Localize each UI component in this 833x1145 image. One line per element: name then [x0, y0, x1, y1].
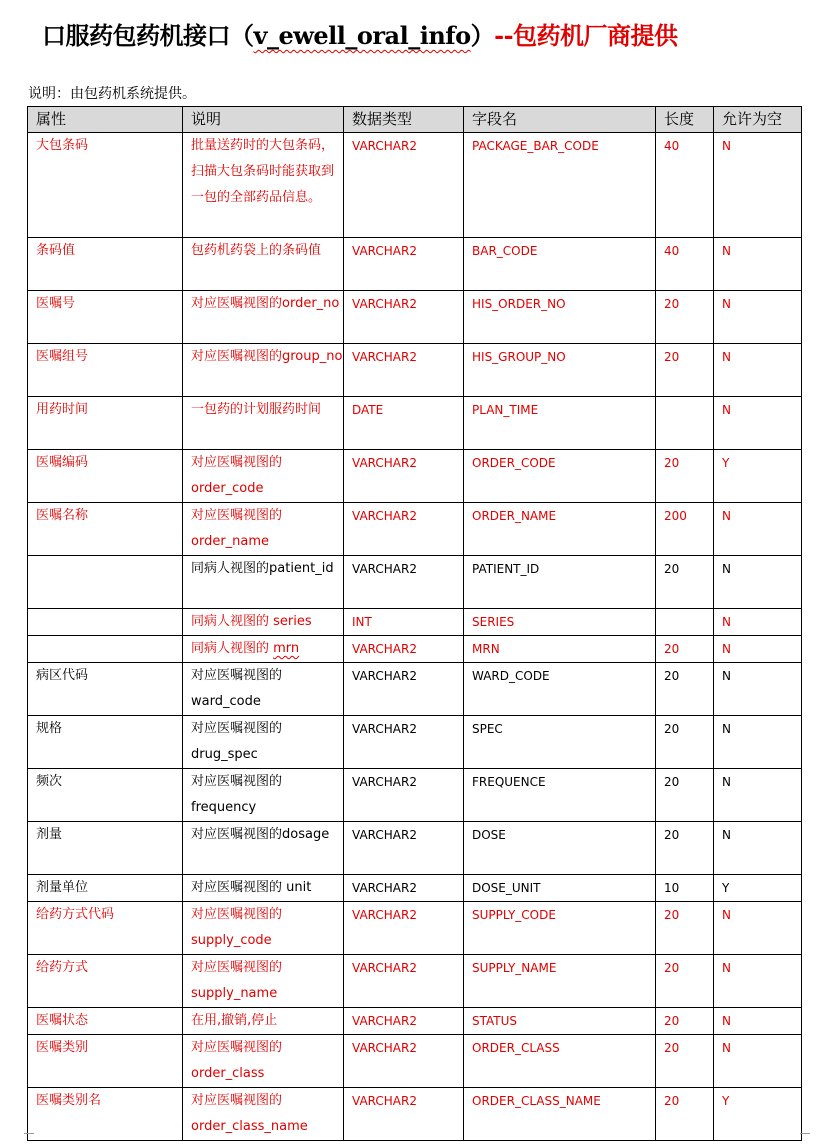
cell-type-text: VARCHAR2 — [352, 828, 417, 842]
cell-field-text: ORDER_CLASS — [472, 1041, 560, 1055]
cell-length-text: 20 — [664, 562, 680, 576]
cell-attr — [28, 875, 183, 902]
cell-type — [344, 397, 464, 450]
cell-desc — [183, 344, 344, 397]
cell-desc-text: 对应医嘱视图的dosage — [191, 827, 330, 842]
cell-desc — [183, 955, 344, 1008]
header-length: 长度 — [656, 107, 714, 133]
cell-type-text: VARCHAR2 — [352, 1041, 417, 1055]
cell-length-text: 40 — [664, 139, 680, 153]
cell-attr-text: 医嘱号 — [36, 296, 76, 311]
cell-type-text: VARCHAR2 — [352, 350, 417, 364]
cell-desc — [183, 609, 344, 636]
cell-nullable-text: N — [722, 509, 731, 523]
table-row — [28, 902, 802, 955]
cell-type-text: VARCHAR2 — [352, 775, 417, 789]
cell-length — [656, 344, 714, 397]
cell-type — [344, 636, 464, 663]
cell-attr — [28, 291, 183, 344]
cell-length-text: 20 — [664, 1014, 680, 1028]
cell-type-text: VARCHAR2 — [352, 1094, 417, 1108]
cell-nullable — [714, 503, 802, 556]
cell-field — [464, 1008, 656, 1035]
cell-attr — [28, 1008, 183, 1035]
cell-length-text: 20 — [664, 1094, 680, 1108]
cell-desc-text: 同病人视图的patient_id — [191, 561, 334, 576]
cell-attr-text: 大包条码 — [36, 138, 89, 153]
cell-field-text: BAR_CODE — [472, 244, 538, 258]
field-table — [27, 106, 802, 1141]
table-row — [28, 556, 802, 609]
cell-type — [344, 875, 464, 902]
cell-nullable-text: N — [722, 775, 731, 789]
cell-field-text: HIS_GROUP_NO — [472, 350, 566, 364]
cell-desc — [183, 397, 344, 450]
cell-length-text: 40 — [664, 244, 680, 258]
cell-attr — [28, 716, 183, 769]
cell-type — [344, 238, 464, 291]
cell-type-text: VARCHAR2 — [352, 1014, 417, 1028]
cell-attr — [28, 663, 183, 716]
cell-field-text: STATUS — [472, 1014, 518, 1028]
cell-desc — [183, 1035, 344, 1088]
cell-desc-text: 对应医嘱视图的supply_name — [191, 960, 283, 1001]
cell-desc — [183, 902, 344, 955]
cell-attr — [28, 609, 183, 636]
table-row — [28, 609, 802, 636]
cell-field — [464, 1088, 656, 1141]
cell-attr — [28, 397, 183, 450]
cell-length-text: 20 — [664, 722, 680, 736]
cell-type-text: VARCHAR2 — [352, 642, 417, 656]
cell-nullable — [714, 133, 802, 238]
cell-nullable — [714, 636, 802, 663]
cell-nullable-text: N — [722, 642, 731, 656]
cell-length-text: 20 — [664, 828, 680, 842]
cell-type — [344, 450, 464, 503]
cell-type — [344, 769, 464, 822]
cell-attr — [28, 822, 183, 875]
cell-length — [656, 1088, 714, 1141]
cell-nullable-text: N — [722, 1041, 731, 1055]
cell-type — [344, 291, 464, 344]
cell-attr — [28, 1088, 183, 1141]
cell-desc-text: 同病人视图的 series — [191, 614, 312, 629]
cell-nullable-text: Y — [722, 881, 730, 895]
cell-attr-text: 医嘱类别 — [36, 1040, 89, 1055]
cell-type-text: VARCHAR2 — [352, 244, 417, 258]
cell-attr — [28, 503, 183, 556]
cell-attr-text: 条码值 — [36, 243, 76, 258]
cell-desc-text: 对应医嘱视图的order_name — [191, 508, 283, 549]
cell-desc — [183, 822, 344, 875]
table-row — [28, 133, 802, 238]
cell-attr-text: 医嘱状态 — [36, 1013, 89, 1028]
cell-type — [344, 503, 464, 556]
table-row — [28, 1035, 802, 1088]
cell-length — [656, 503, 714, 556]
cell-type — [344, 716, 464, 769]
cell-field — [464, 503, 656, 556]
cell-field — [464, 955, 656, 1008]
cell-length — [656, 609, 714, 636]
cell-length-text: 20 — [664, 297, 680, 311]
cell-nullable-text: N — [722, 297, 731, 311]
cell-nullable — [714, 769, 802, 822]
cell-type — [344, 609, 464, 636]
cell-nullable-text: N — [722, 139, 731, 153]
cell-nullable — [714, 397, 802, 450]
cell-nullable-text: N — [722, 908, 731, 922]
cell-desc-text: 对应医嘱视图的order_code — [191, 455, 283, 496]
cell-nullable-text: N — [722, 722, 731, 736]
cell-length — [656, 450, 714, 503]
cell-attr-text: 规格 — [36, 721, 63, 736]
table-row — [28, 450, 802, 503]
cell-attr-text: 医嘱组号 — [36, 349, 89, 364]
cell-length-text: 20 — [664, 1041, 680, 1055]
cell-desc-text: 对应医嘱视图的 unit — [191, 880, 312, 895]
cell-desc — [183, 450, 344, 503]
cell-desc-text: 对应医嘱视图的supply_code — [191, 907, 283, 948]
page-corner-mark-left — [24, 1133, 34, 1144]
cell-field — [464, 1035, 656, 1088]
cell-type — [344, 902, 464, 955]
cell-attr-text: 病区代码 — [36, 668, 89, 683]
cell-nullable — [714, 875, 802, 902]
cell-field-text: SUPPLY_CODE — [472, 908, 556, 922]
cell-attr — [28, 902, 183, 955]
cell-attr-text: 医嘱名称 — [36, 508, 89, 523]
cell-length — [656, 716, 714, 769]
cell-type-text: VARCHAR2 — [352, 456, 417, 470]
cell-length-text: 20 — [664, 775, 680, 789]
cell-desc-text: 一包药的计划服药时间 — [191, 402, 322, 417]
cell-nullable-text: N — [722, 615, 731, 629]
cell-desc — [183, 238, 344, 291]
cell-field-text: SUPPLY_NAME — [472, 961, 557, 975]
cell-attr — [28, 133, 183, 238]
cell-desc-text: 对应医嘱视图的frequency — [191, 774, 283, 815]
cell-field — [464, 875, 656, 902]
cell-nullable — [714, 1008, 802, 1035]
cell-nullable — [714, 663, 802, 716]
cell-type — [344, 663, 464, 716]
cell-type-text: INT — [352, 615, 372, 629]
cell-attr — [28, 1035, 183, 1088]
cell-type-text: VARCHAR2 — [352, 722, 417, 736]
page-title — [42, 16, 678, 51]
cell-length — [656, 955, 714, 1008]
cell-nullable-text: N — [722, 403, 731, 417]
title-vendor-note: --包药机厂商提供 — [494, 21, 678, 50]
cell-nullable — [714, 238, 802, 291]
cell-field — [464, 556, 656, 609]
cell-type-text: VARCHAR2 — [352, 961, 417, 975]
cell-type — [344, 1088, 464, 1141]
cell-type-text: VARCHAR2 — [352, 908, 417, 922]
cell-nullable — [714, 1035, 802, 1088]
title-view-name: v_ewell_oral_info — [253, 21, 471, 50]
cell-field-text: DOSE_UNIT — [472, 881, 541, 895]
cell-nullable-text: N — [722, 828, 731, 842]
cell-nullable — [714, 1088, 802, 1141]
cell-type-text: DATE — [352, 403, 384, 417]
cell-field — [464, 716, 656, 769]
cell-attr — [28, 636, 183, 663]
cell-type-text: VARCHAR2 — [352, 881, 417, 895]
cell-field-text: DOSE — [472, 828, 506, 842]
cell-length — [656, 133, 714, 238]
table-row — [28, 769, 802, 822]
header-desc: 说明 — [183, 107, 344, 133]
cell-desc — [183, 716, 344, 769]
cell-length — [656, 822, 714, 875]
title-suffix: ） — [470, 21, 495, 50]
cell-desc — [183, 769, 344, 822]
cell-type — [344, 1008, 464, 1035]
cell-type-text: VARCHAR2 — [352, 669, 417, 683]
cell-type-text: VARCHAR2 — [352, 297, 417, 311]
cell-type — [344, 955, 464, 1008]
cell-desc-text: 对应医嘱视图的drug_spec — [191, 721, 283, 762]
cell-nullable-text: Y — [722, 456, 730, 470]
cell-field-text: MRN — [472, 642, 500, 656]
cell-length — [656, 636, 714, 663]
cell-attr — [28, 344, 183, 397]
cell-nullable — [714, 902, 802, 955]
cell-type-text: VARCHAR2 — [352, 509, 417, 523]
cell-length — [656, 769, 714, 822]
cell-type — [344, 822, 464, 875]
cell-field — [464, 133, 656, 238]
cell-desc — [183, 291, 344, 344]
cell-length — [656, 397, 714, 450]
table-row — [28, 822, 802, 875]
cell-desc-text: 同病人视图的 mrn — [191, 641, 300, 656]
table-row — [28, 344, 802, 397]
cell-field-text: PACKAGE_BAR_CODE — [472, 139, 599, 153]
cell-nullable — [714, 822, 802, 875]
cell-attr — [28, 238, 183, 291]
cell-field — [464, 609, 656, 636]
cell-type — [344, 1035, 464, 1088]
cell-desc-text: 对应医嘱视图的order_no — [191, 296, 340, 311]
cell-attr-text: 医嘱编码 — [36, 455, 89, 470]
cell-nullable-text: N — [722, 350, 731, 364]
cell-attr — [28, 955, 183, 1008]
header-nullable: 允许为空 — [714, 107, 802, 133]
description: 说明：由包药机系统提供。 — [28, 86, 196, 102]
cell-desc-text: 在用,撤销,停止 — [191, 1013, 278, 1028]
cell-field-text: PLAN_TIME — [472, 403, 539, 417]
cell-desc — [183, 1008, 344, 1035]
table-row — [28, 955, 802, 1008]
cell-field — [464, 238, 656, 291]
table-row — [28, 397, 802, 450]
cell-length-text: 20 — [664, 908, 680, 922]
title-prefix: 口服药包药机接口（ — [42, 21, 254, 50]
cell-type — [344, 133, 464, 238]
cell-attr — [28, 769, 183, 822]
cell-attr-text: 医嘱类别名 — [36, 1093, 102, 1108]
table-row — [28, 291, 802, 344]
header-attr: 属性 — [28, 107, 183, 133]
cell-attr-text: 频次 — [36, 774, 63, 789]
cell-length — [656, 1035, 714, 1088]
cell-length — [656, 663, 714, 716]
cell-desc — [183, 556, 344, 609]
cell-desc — [183, 503, 344, 556]
cell-desc-text: 对应医嘱视图的order_class_name — [191, 1093, 308, 1134]
cell-attr — [28, 556, 183, 609]
cell-nullable-text: N — [722, 961, 731, 975]
spellcheck-word: mrn — [273, 641, 300, 656]
cell-field — [464, 902, 656, 955]
cell-nullable — [714, 609, 802, 636]
cell-field-text: FREQUENCE — [472, 775, 546, 789]
cell-length-text: 20 — [664, 350, 680, 364]
cell-attr-text: 用药时间 — [36, 402, 89, 417]
cell-desc-text: 批量送药时的大包条码，扫描大包条码时能获取到一包的全部药品信息。 — [191, 138, 335, 205]
table-header-row — [28, 107, 802, 133]
cell-length — [656, 1008, 714, 1035]
header-field: 字段名 — [464, 107, 656, 133]
cell-type — [344, 556, 464, 609]
cell-nullable — [714, 556, 802, 609]
cell-desc-text: 对应医嘱视图的ward_code — [191, 668, 283, 709]
cell-length-text: 20 — [664, 961, 680, 975]
table-row — [28, 875, 802, 902]
cell-field-text: SERIES — [472, 615, 515, 629]
cell-length — [656, 902, 714, 955]
table-row — [28, 1008, 802, 1035]
cell-type-text: VARCHAR2 — [352, 139, 417, 153]
cell-field-text: WARD_CODE — [472, 669, 550, 683]
cell-nullable-text: N — [722, 669, 731, 683]
cell-field-text: PATIENT_ID — [472, 562, 540, 576]
cell-field — [464, 450, 656, 503]
cell-length-text: 200 — [664, 509, 687, 523]
cell-attr — [28, 450, 183, 503]
cell-attr-text: 剂量 — [36, 827, 63, 842]
cell-field — [464, 397, 656, 450]
cell-length — [656, 556, 714, 609]
cell-length — [656, 238, 714, 291]
cell-nullable — [714, 291, 802, 344]
cell-type — [344, 344, 464, 397]
table-row — [28, 663, 802, 716]
cell-attr-text: 给药方式 — [36, 960, 89, 975]
cell-nullable — [714, 344, 802, 397]
cell-attr-text: 剂量单位 — [36, 880, 89, 895]
table-row — [28, 636, 802, 663]
cell-field — [464, 663, 656, 716]
table-body — [28, 133, 802, 1141]
cell-nullable-text: N — [722, 562, 731, 576]
cell-nullable-text: N — [722, 1014, 731, 1028]
cell-length-text: 20 — [664, 669, 680, 683]
cell-desc-text: 包药机药袋上的条码值 — [191, 243, 322, 258]
cell-desc — [183, 875, 344, 902]
header-type: 数据类型 — [344, 107, 464, 133]
cell-nullable-text: N — [722, 244, 731, 258]
cell-length-text: 10 — [664, 881, 680, 895]
cell-desc — [183, 1088, 344, 1141]
cell-nullable — [714, 450, 802, 503]
cell-field-text: ORDER_CLASS_NAME — [472, 1094, 601, 1108]
cell-desc-text: 对应医嘱视图的group_no — [191, 349, 343, 364]
cell-field — [464, 344, 656, 397]
cell-length — [656, 291, 714, 344]
table-row — [28, 238, 802, 291]
cell-attr-text: 给药方式代码 — [36, 907, 115, 922]
cell-field — [464, 769, 656, 822]
cell-nullable — [714, 716, 802, 769]
cell-desc — [183, 663, 344, 716]
cell-nullable-text: Y — [722, 1094, 730, 1108]
cell-desc — [183, 133, 344, 238]
cell-desc — [183, 636, 344, 663]
cell-field — [464, 636, 656, 663]
cell-field — [464, 291, 656, 344]
cell-length — [656, 875, 714, 902]
table-row — [28, 503, 802, 556]
table-row — [28, 716, 802, 769]
cell-type-text: VARCHAR2 — [352, 562, 417, 576]
cell-desc-text: 对应医嘱视图的order_class — [191, 1040, 283, 1081]
cell-field — [464, 822, 656, 875]
cell-field-text: HIS_ORDER_NO — [472, 297, 566, 311]
cell-length-text: 20 — [664, 642, 680, 656]
cell-length-text: 20 — [664, 456, 680, 470]
cell-field-text: SPEC — [472, 722, 503, 736]
cell-field-text: ORDER_NAME — [472, 509, 557, 523]
cell-field-text: ORDER_CODE — [472, 456, 556, 470]
table-row — [28, 1088, 802, 1141]
page-corner-mark-right — [800, 1133, 810, 1144]
cell-nullable — [714, 955, 802, 1008]
